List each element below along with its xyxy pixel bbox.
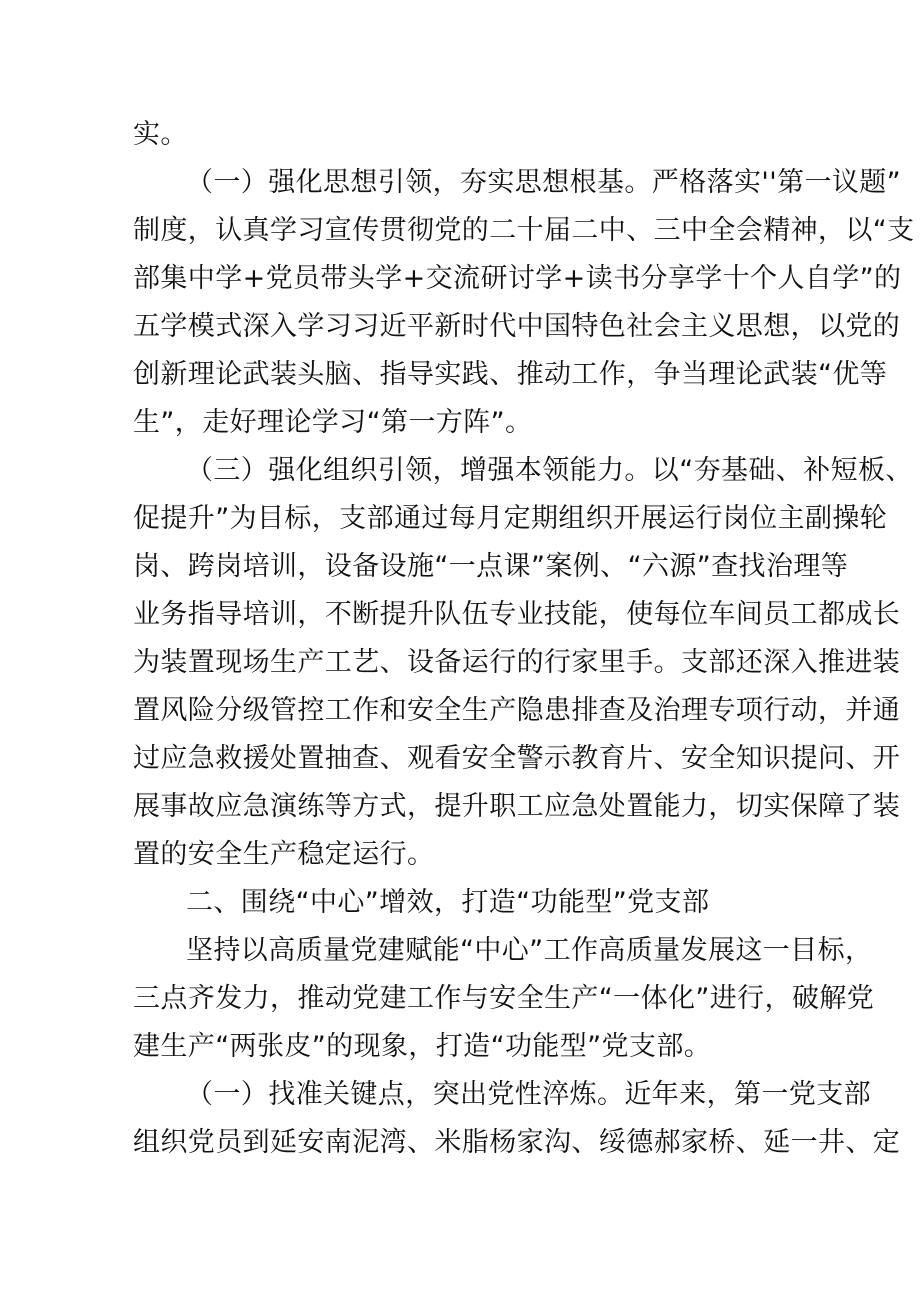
text-line: 促提升”为目标，支部通过每月定期组织开展运行岗位主副操轮 <box>133 503 888 534</box>
text-line: 实。 <box>133 119 188 150</box>
paragraph-first-line: （一）找准关键点，突出党性淬炼。近年来，第一党支部 <box>186 1079 871 1110</box>
text-line: 部集中学+党员带头学+交流研讨学+读书分享学十个人自学”的 <box>133 263 902 294</box>
text-line: 创新理论武装头脑、指导实践、推动工作，争当理论武装“优等 <box>133 359 888 390</box>
section-heading: 二、围绕“中心”增效，打造“功能型”党支部 <box>186 887 710 918</box>
text-line: 过应急救援处置抽查、观看安全警示教育片、安全知识提问、开 <box>133 743 901 774</box>
text-line: 五学模式深入学习习近平新时代中国特色社会主义思想，以党的 <box>133 311 901 342</box>
text-line: 组织党员到延安南泥湾、米脂杨家沟、绥德郝家桥、延一井、定 <box>133 1127 901 1158</box>
text-line: 生”，走好理论学习“第一方阵”。 <box>133 407 533 438</box>
text-line: 三点齐发力，推动党建工作与安全生产“一体化”进行，破解党 <box>133 983 875 1014</box>
text-line: 建生产“两张皮”的现象，打造“功能型”党支部。 <box>133 1031 712 1062</box>
text-line: 岗、跨岗培训，设备设施“一点课”案例、“六源”查找治理等 <box>133 551 849 582</box>
paragraph-first-line: 坚持以高质量党建赋能“中心”工作高质量发展这一目标， <box>186 935 873 966</box>
text-line: 置的安全生产稳定运行。 <box>133 839 435 870</box>
text-line: 业务指导培训，不断提升队伍专业技能，使每位车间员工都成长 <box>133 599 901 630</box>
paragraph-first-line: （三）强化组织引领，增强本领能力。以“夯基础、补短板、 <box>186 455 913 486</box>
paragraph-first-line: （一）强化思想引领，夯实思想根基。严格落实''第一议题” <box>186 167 902 198</box>
text-line: 为装置现场生产工艺、设备运行的行家里手。支部还深入推进装 <box>133 647 901 678</box>
text-line: 制度，认真学习宣传贯彻党的二十届二中、三中全会精神，以“支 <box>133 215 915 246</box>
text-line: 展事故应急演练等方式，提升职工应急处置能力，切实保障了装 <box>133 791 901 822</box>
text-line: 置风险分级管控工作和安全生产隐患排查及治理专项行动，并通 <box>133 695 901 726</box>
